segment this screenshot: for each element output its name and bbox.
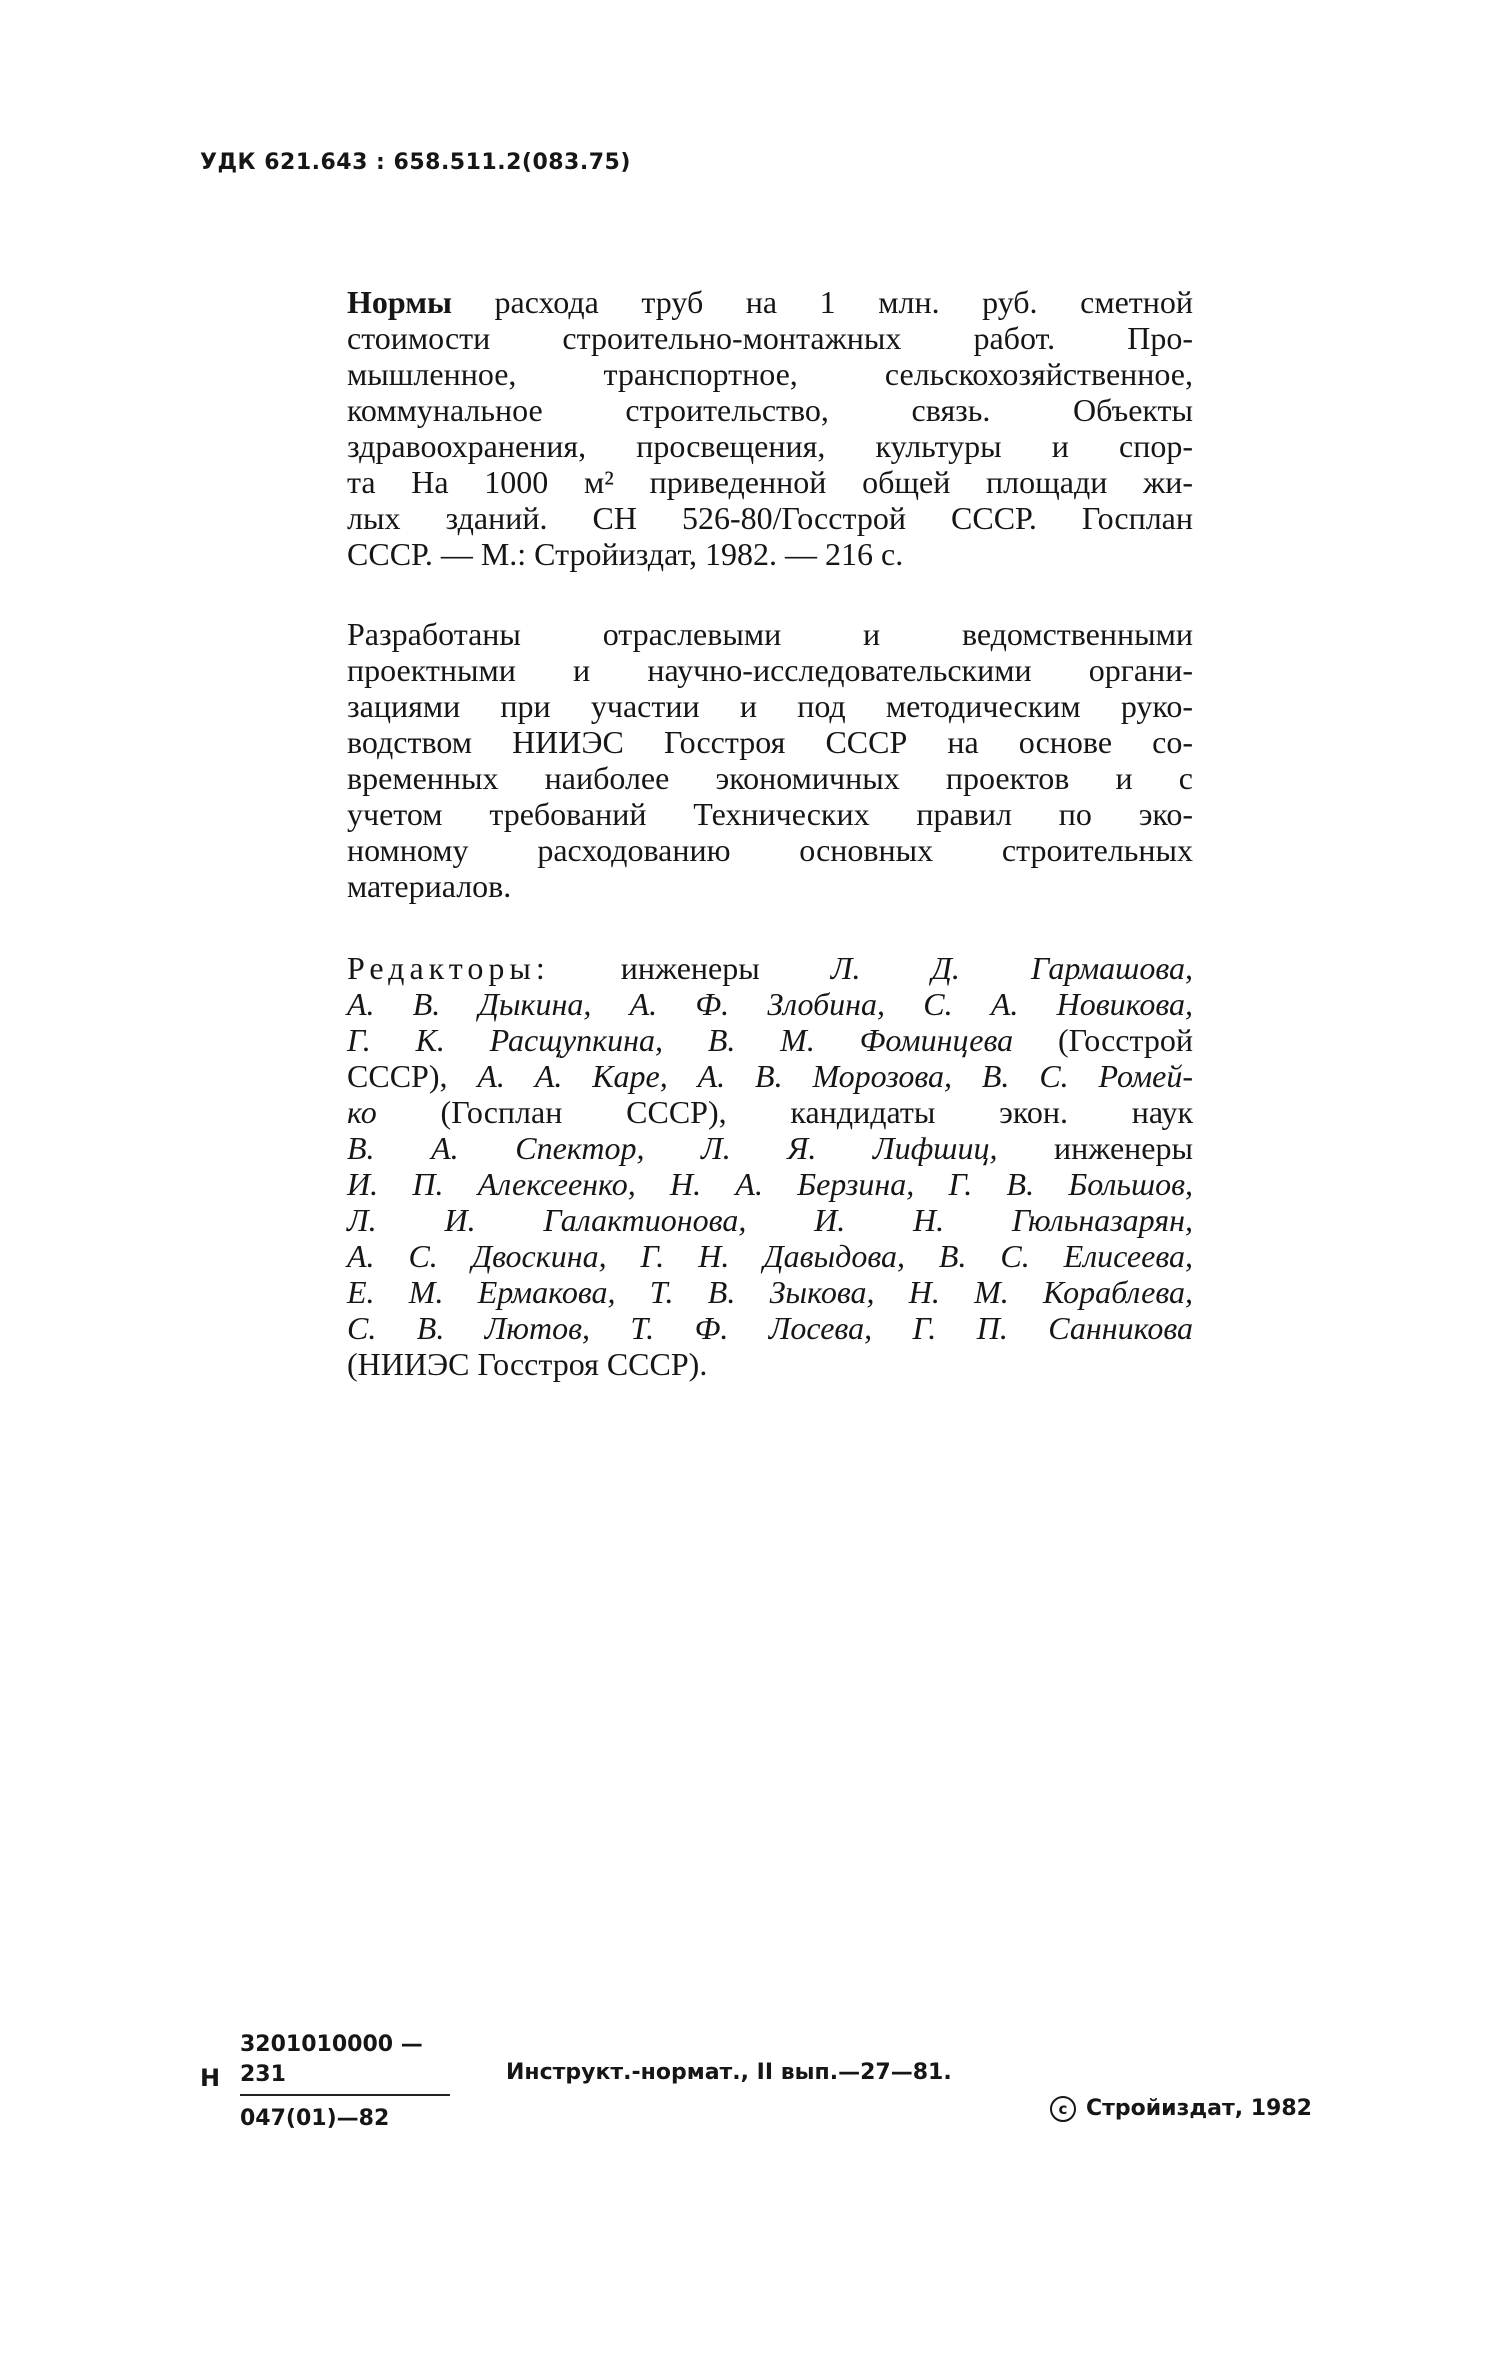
fraction-denominator: 047(01)—82 [240,2106,390,2131]
editors-line: Е. М. Ермакова, Т. В. Зыкова, Н. М. Кораблева, [347,1274,1193,1310]
development-line: Разработаны отраслевыми и ведомственными [347,616,1193,652]
series-info: Инструкт.-нормат., II вып.—27—81. [506,2060,952,2085]
editors-text: (Госстрой [1013,1022,1194,1058]
development-line: учетом требований Технических правил по эко- [347,796,1193,832]
editors-line: С. В. Лютов, Т. Ф. Лосева, Г. П. Санникова [347,1310,1193,1346]
annotation-block [347,284,1193,572]
annotation-line: здравоохранения, просвещения, культуры и спор- [347,428,1193,464]
copyright-text: Стройиздат, 1982 [1086,2096,1312,2121]
editors-line: А. С. Двоскина, Г. Н. Давыдова, В. С. Елисеева, [347,1238,1193,1274]
editor-names: В. А. Спектор, Л. Я. Лифшиц, [347,1130,998,1166]
editors-line [347,1130,1193,1166]
imprint-footer [200,2030,1360,2140]
development-line: номному расходованию основных строительных [347,832,1193,868]
annotation-line: коммунальное строительство, связь. Объекты [347,392,1193,428]
copyright-line [1050,2096,1312,2122]
editors-label: Редакторы: [347,950,550,986]
catalog-fraction [240,2030,460,2134]
udk-code: УДК 621.643 : 658.511.2(083.75) [200,150,631,175]
editors-line: (НИИЭС Госстроя СССР). [347,1346,708,1382]
editors-line: А. В. Дыкина, А. Ф. Злобина, С. А. Новикова, [347,986,1193,1022]
editor-names: А. А. Каре, А. В. Морозова, В. С. Ромей- [477,1058,1193,1094]
annotation-line: лых зданий. СН 526-80/Госстрой СССР. Госплан [347,500,1193,536]
annotation-line-rest: расхода труб на 1 млн. руб. сметной [451,284,1193,320]
editors-line: И. П. Алексеенко, Н. А. Берзина, Г. В. Большов, [347,1166,1193,1202]
index-letter: Н [200,2064,221,2092]
fraction-numerator: 3201010000 —231 [240,2032,423,2087]
editors-line [347,950,1193,986]
annotation-line [347,284,1193,320]
editors-line [347,1058,1193,1094]
editors-text: инженеры [549,950,831,986]
editors-block [347,950,1193,1382]
editor-names: Л. Д. Гармашова, [830,950,1193,986]
annotation-line: та На 1000 м² приведенной общей площади жи- [347,464,1193,500]
fraction-rule [240,2094,450,2096]
editors-line [347,1022,1193,1058]
editors-line: Л. И. Галактионова, И. Н. Гюльназарян, [347,1202,1193,1238]
development-line: временных наиболее экономичных проектов и с [347,760,1193,796]
editor-names: ко [347,1094,377,1130]
development-block [347,616,1193,904]
development-line: материалов. [347,868,512,904]
development-line: проектными и научно-исследовательскими органи- [347,652,1193,688]
editors-text: инженеры [997,1130,1194,1166]
development-line: зациями при участии и под методическим руко- [347,688,1193,724]
annotation-line: мышленное, транспортное, сельскохозяйственное, [347,356,1193,392]
development-line: водством НИИЭС Госстроя СССР на основе со- [347,724,1193,760]
editors-text: СССР), [347,1058,478,1094]
editor-names: Г. К. Расщупкина, В. М. Фоминцева [347,1022,1014,1058]
annotation-line: СССР. — М.: Стройиздат, 1982. — 216 с. [347,536,904,572]
editors-text: (Госплан СССР), кандидаты экон. наук [376,1094,1193,1130]
annotation-lead: Нормы [347,284,452,320]
annotation-line: стоимости строительно-монтажных работ. Про- [347,320,1193,356]
copyright-icon: c [1050,2096,1076,2122]
editors-line [347,1094,1193,1130]
